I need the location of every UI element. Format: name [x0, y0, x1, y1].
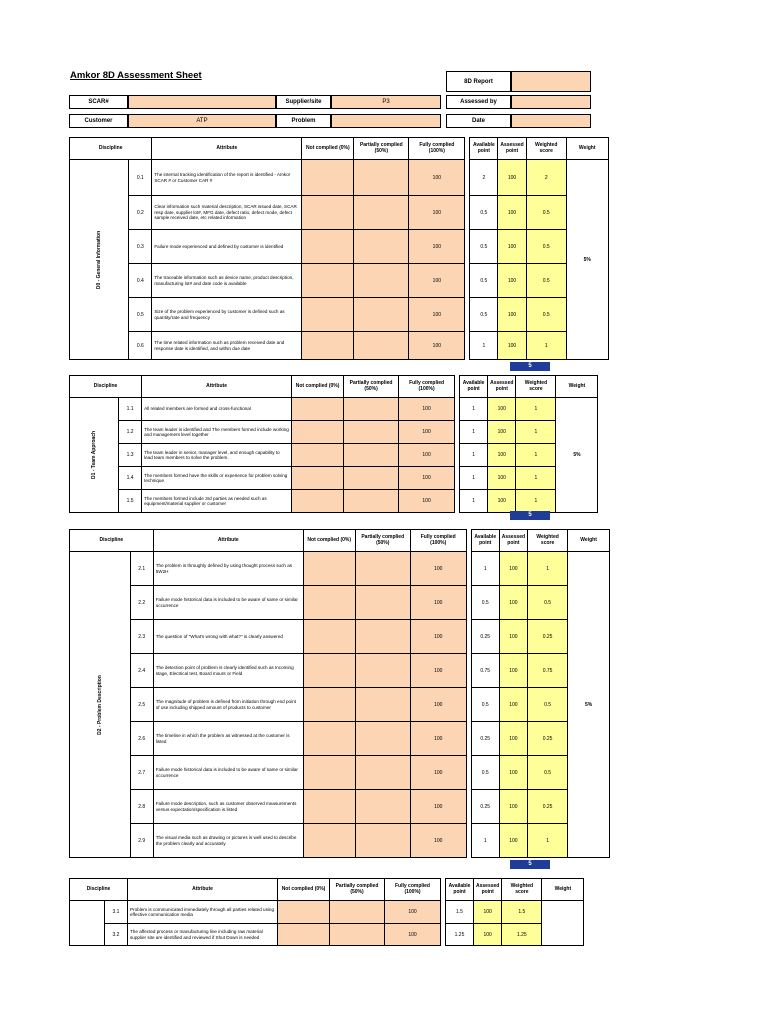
attribute-text: Size of the problem experienced by customer is defined such as quantity/rate and frequency — [152, 298, 302, 332]
not-complied-header: Not complied (0%) — [292, 376, 344, 398]
discipline-label — [70, 552, 131, 858]
weighted-score-cell: 0.5 — [528, 688, 568, 722]
available-point-header: Available point — [460, 376, 488, 398]
assessed-point-cell: 100 — [499, 688, 527, 722]
partially-complied-cell[interactable] — [354, 160, 409, 196]
supplier-field[interactable]: P3 — [331, 95, 441, 109]
available-point-cell: 1 — [460, 444, 488, 467]
attribute-text: Failure mode experienced and defined by customer is identified — [152, 230, 302, 264]
attribute-text: The team leader is identified and The members formed include working and management level together — [142, 421, 292, 444]
partially-complied-header: Partially complied (50%) — [354, 138, 409, 160]
fully-complied-cell[interactable]: 100 — [409, 160, 465, 196]
problem-field[interactable] — [331, 114, 441, 128]
fully-complied-cell[interactable]: 100 — [385, 924, 441, 946]
assessed-point-cell: 100 — [488, 467, 516, 490]
table-row — [70, 298, 609, 332]
problem-label: Problem — [276, 114, 331, 128]
discipline-label — [70, 160, 129, 360]
assessed-point-cell: 100 — [499, 620, 527, 654]
assessed-point-cell: 100 — [499, 790, 527, 824]
table-row — [70, 160, 609, 196]
attribute-text: The question of "What's wrong with what?" is clearly answered — [153, 620, 303, 654]
table-row — [70, 230, 609, 264]
not-complied-header: Not complied (0%) — [302, 138, 354, 160]
weighted-score-cell: 0.25 — [528, 620, 568, 654]
not-complied-cell[interactable] — [303, 722, 355, 756]
weighted-score-cell: 1 — [516, 467, 556, 490]
item-number: 1.1 — [119, 398, 142, 421]
weighted-score-cell: 0.5 — [526, 196, 566, 230]
table-row — [70, 901, 584, 924]
table-row — [70, 756, 610, 790]
attribute-text: The problem is throughly defined by using thought process such as 5W2H — [153, 552, 303, 586]
discipline-label — [70, 901, 105, 946]
weighted-score-cell: 1 — [516, 421, 556, 444]
item-number: 0.4 — [129, 264, 152, 298]
not-complied-header: Not complied (0%) — [278, 879, 330, 901]
item-number: 2.9 — [130, 824, 153, 858]
weight-header: Weight — [542, 879, 584, 901]
available-point-cell: 1.25 — [446, 924, 474, 946]
available-point-cell: 1 — [471, 552, 499, 586]
fully-complied-header: Fully complied (100%) — [410, 530, 466, 552]
partially-complied-cell[interactable] — [344, 490, 399, 513]
weighted-score-cell: 1 — [516, 490, 556, 513]
assessed-point-cell: 100 — [474, 901, 502, 924]
available-point-cell: 0.75 — [471, 654, 499, 688]
supplier-label: Supplier/site — [276, 95, 331, 109]
table-row — [70, 398, 598, 421]
assessed-point-cell: 100 — [488, 398, 516, 421]
attribute-text: Failure mode description, such as customer observed measurements versus expectation/specification is listed — [153, 790, 303, 824]
table-row — [70, 421, 598, 444]
item-number: 2.2 — [130, 586, 153, 620]
attribute-header: Attribute — [142, 376, 292, 398]
not-complied-cell[interactable] — [303, 688, 355, 722]
weighted-score-cell: 1 — [526, 332, 566, 360]
partially-complied-cell[interactable] — [355, 824, 410, 858]
assessed-point-cell: 100 — [499, 824, 527, 858]
weight-cell: 5% — [568, 552, 610, 858]
partially-complied-cell[interactable] — [344, 467, 399, 490]
fully-complied-cell[interactable]: 100 — [409, 264, 465, 298]
available-point-cell: 1.5 — [446, 901, 474, 924]
weighted-score-header: Weighted score — [502, 879, 542, 901]
fully-complied-cell[interactable]: 100 — [410, 824, 466, 858]
available-point-header: Available point — [471, 530, 499, 552]
available-point-cell: 1 — [470, 332, 498, 360]
date-label: Date — [446, 114, 511, 128]
available-point-cell: 2 — [470, 160, 498, 196]
weighted-score-cell: 1 — [528, 552, 568, 586]
scar-label: SCAR# — [69, 95, 128, 109]
table-row — [70, 586, 610, 620]
weight-cell — [542, 901, 584, 946]
not-complied-cell[interactable] — [303, 654, 355, 688]
assessed-point-cell: 100 — [488, 421, 516, 444]
weighted-score-cell: 0.25 — [528, 722, 568, 756]
available-point-cell: 0.5 — [470, 230, 498, 264]
item-number: 2.7 — [130, 756, 153, 790]
attribute-text: Clear information such material description, SCAR issued date, SCAR resp date, supplier lot#, MFG date, defect ratio, defect mode, defect sample received date, etc related information — [152, 196, 302, 230]
not-complied-cell[interactable] — [302, 264, 354, 298]
assessed-point-cell: 100 — [499, 552, 527, 586]
item-number: 1.3 — [119, 444, 142, 467]
item-number: 2.4 — [130, 654, 153, 688]
discipline-header: Discipline — [70, 376, 142, 398]
weighted-score-cell: 0.75 — [528, 654, 568, 688]
weight-cell: 5% — [566, 160, 608, 360]
fully-complied-cell[interactable]: 100 — [409, 332, 465, 360]
partially-complied-header: Partially complied (50%) — [355, 530, 410, 552]
not-complied-cell[interactable] — [303, 552, 355, 586]
fully-complied-cell[interactable]: 100 — [410, 688, 466, 722]
not-complied-cell[interactable] — [303, 620, 355, 654]
report-label: 8D Report — [446, 71, 511, 92]
attribute-header: Attribute — [128, 879, 278, 901]
fully-complied-cell[interactable]: 100 — [399, 398, 455, 421]
table-row — [70, 722, 610, 756]
available-point-cell: 0.25 — [471, 722, 499, 756]
available-point-cell: 1 — [471, 824, 499, 858]
assessed-point-cell: 100 — [499, 654, 527, 688]
available-point-cell: 0.5 — [471, 688, 499, 722]
fully-complied-cell[interactable]: 100 — [410, 722, 466, 756]
weighted-score-header: Weighted score — [526, 138, 566, 160]
not-complied-cell[interactable] — [292, 398, 344, 421]
assessment-table — [69, 375, 598, 513]
partially-complied-header: Partially complied (50%) — [344, 376, 399, 398]
assessment-table — [69, 529, 610, 858]
partially-complied-cell[interactable] — [330, 901, 385, 924]
not-complied-cell[interactable] — [278, 901, 330, 924]
attribute-text: The members formed include 3rd parties as needed such as equipment/material supplier or customer — [142, 490, 292, 513]
discipline-header: Discipline — [70, 530, 154, 552]
weighted-score-header: Weighted score — [528, 530, 568, 552]
assessed-point-cell: 100 — [499, 586, 527, 620]
partially-complied-header: Partially complied (50%) — [330, 879, 385, 901]
fully-complied-cell[interactable]: 100 — [409, 230, 465, 264]
fully-complied-cell[interactable]: 100 — [409, 298, 465, 332]
weighted-score-cell: 0.25 — [528, 790, 568, 824]
assessed-point-cell: 100 — [474, 924, 502, 946]
section-total-badge: 5 — [510, 860, 550, 869]
attribute-text: The team leader in senior, manager level, and enough capability to lead team members to solve the problem. — [142, 444, 292, 467]
item-number: 2.6 — [130, 722, 153, 756]
not-complied-cell[interactable] — [302, 332, 354, 360]
available-point-cell: 1 — [460, 490, 488, 513]
attribute-header: Attribute — [152, 138, 302, 160]
scar-field[interactable] — [128, 95, 276, 109]
table-row — [70, 790, 610, 824]
not-complied-cell[interactable] — [303, 824, 355, 858]
fully-complied-cell[interactable]: 100 — [399, 467, 455, 490]
assessed-point-cell: 100 — [498, 332, 526, 360]
fully-complied-cell[interactable]: 100 — [399, 421, 455, 444]
assessed-point-cell: 100 — [498, 230, 526, 264]
discipline-text: D2 - Problem Description — [96, 674, 103, 735]
attribute-header: Attribute — [153, 530, 303, 552]
customer-label: Customer — [69, 114, 128, 128]
fully-complied-cell[interactable]: 100 — [410, 790, 466, 824]
date-field[interactable] — [511, 114, 591, 128]
weight-header: Weight — [556, 376, 598, 398]
available-point-cell: 0.25 — [471, 620, 499, 654]
available-point-header: Available point — [446, 879, 474, 901]
weighted-score-cell: 0.5 — [528, 756, 568, 790]
discipline-label — [70, 398, 119, 513]
weighted-score-cell: 1.5 — [502, 901, 542, 924]
weighted-score-cell: 2 — [526, 160, 566, 196]
fully-complied-cell[interactable]: 100 — [385, 901, 441, 924]
fully-complied-cell[interactable]: 100 — [410, 654, 466, 688]
partially-complied-cell[interactable] — [354, 332, 409, 360]
available-point-cell: 0.5 — [471, 586, 499, 620]
partially-complied-cell[interactable] — [330, 924, 385, 946]
customer-field[interactable]: ATP — [128, 114, 276, 128]
fully-complied-header: Fully complied (100%) — [385, 879, 441, 901]
weighted-score-cell: 0.5 — [526, 298, 566, 332]
discipline-header: Discipline — [70, 138, 152, 160]
item-number: 1.2 — [119, 421, 142, 444]
assessed-field[interactable] — [511, 95, 591, 109]
not-complied-cell[interactable] — [302, 230, 354, 264]
partially-complied-cell[interactable] — [354, 298, 409, 332]
not-complied-cell[interactable] — [292, 467, 344, 490]
table-row — [70, 467, 598, 490]
assessment-table — [69, 878, 584, 946]
assessed-point-cell: 100 — [499, 756, 527, 790]
partially-complied-cell[interactable] — [354, 196, 409, 230]
partially-complied-cell[interactable] — [344, 421, 399, 444]
available-point-cell: 0.25 — [471, 790, 499, 824]
attribute-text: All related members are formed and cross-functional — [142, 398, 292, 421]
assessed-point-cell: 100 — [498, 196, 526, 230]
partially-complied-cell[interactable] — [354, 264, 409, 298]
item-number: 3.2 — [105, 924, 128, 946]
assessed-point-cell: 100 — [498, 264, 526, 298]
item-number: 0.5 — [129, 298, 152, 332]
not-complied-cell[interactable] — [303, 586, 355, 620]
available-point-cell: 1 — [460, 421, 488, 444]
partially-complied-cell[interactable] — [355, 654, 410, 688]
available-point-cell: 0.5 — [470, 264, 498, 298]
attribute-text: The affected process or manufacturing line including raw material supplier site are identified and reviewed if Shut Down is needed — [128, 924, 278, 946]
partially-complied-cell[interactable] — [355, 552, 410, 586]
assessed-point-header: Assessed point — [474, 879, 502, 901]
assessed-point-cell: 100 — [488, 490, 516, 513]
assessed-label: Assessed by — [446, 95, 511, 109]
assessed-point-cell: 100 — [498, 298, 526, 332]
partially-complied-cell[interactable] — [355, 688, 410, 722]
attribute-text: The internal tracking identification of the report is identified - Amkor SCAR # or Customer CAR # — [152, 160, 302, 196]
table-row — [70, 444, 598, 467]
weighted-score-cell: 0.5 — [526, 230, 566, 264]
weighted-score-cell: 0.5 — [526, 264, 566, 298]
not-complied-cell[interactable] — [292, 490, 344, 513]
not-complied-cell[interactable] — [303, 756, 355, 790]
table-row — [70, 196, 609, 230]
partially-complied-cell[interactable] — [355, 756, 410, 790]
weighted-score-cell: 1 — [516, 444, 556, 467]
partially-complied-cell[interactable] — [355, 586, 410, 620]
item-number: 1.4 — [119, 467, 142, 490]
partially-complied-cell[interactable] — [344, 398, 399, 421]
fully-complied-cell[interactable]: 100 — [410, 620, 466, 654]
not-complied-cell[interactable] — [302, 196, 354, 230]
item-number: 2.8 — [130, 790, 153, 824]
assessed-point-cell: 100 — [488, 444, 516, 467]
attribute-text: The time related information such as problem received date and response date is identified, and within due date — [152, 332, 302, 360]
not-complied-cell[interactable] — [302, 160, 354, 196]
attribute-text: The magnitude of problem is defined from initiation through end point of use including shipped amount of products to customer — [153, 688, 303, 722]
not-complied-cell[interactable] — [292, 421, 344, 444]
not-complied-header: Not complied (0%) — [303, 530, 355, 552]
weight-header: Weight — [568, 530, 610, 552]
partially-complied-cell[interactable] — [355, 722, 410, 756]
item-number: 0.6 — [129, 332, 152, 360]
item-number: 0.3 — [129, 230, 152, 264]
weight-header: Weight — [566, 138, 608, 160]
fully-complied-cell[interactable]: 100 — [410, 552, 466, 586]
table-row — [70, 688, 610, 722]
weight-cell: 5% — [556, 398, 598, 513]
available-point-cell: 0.5 — [470, 298, 498, 332]
fully-complied-header: Fully complied (100%) — [409, 138, 465, 160]
partially-complied-cell[interactable] — [355, 790, 410, 824]
discipline-header: Discipline — [70, 879, 128, 901]
not-complied-cell[interactable] — [302, 298, 354, 332]
fully-complied-header: Fully complied (100%) — [399, 376, 455, 398]
discipline-text: D0 - General Information — [96, 230, 103, 289]
assessed-point-header: Assessed point — [498, 138, 526, 160]
attribute-text: The detection point of problem is clearly identified such as Incoming stage, Electrical test, Board mount or Field — [153, 654, 303, 688]
not-complied-cell[interactable] — [278, 924, 330, 946]
table-row — [70, 332, 609, 360]
weighted-score-cell: 0.5 — [528, 586, 568, 620]
item-number: 1.5 — [119, 490, 142, 513]
available-point-cell: 0.5 — [471, 756, 499, 790]
weighted-score-cell: 1 — [516, 398, 556, 421]
attribute-text: The members formed have the skills or experience for problem solving technique — [142, 467, 292, 490]
item-number: 2.5 — [130, 688, 153, 722]
page-title: Amkor 8D Assessment Sheet — [70, 70, 202, 81]
assessed-point-cell: 100 — [498, 160, 526, 196]
partially-complied-cell[interactable] — [344, 444, 399, 467]
table-row — [70, 264, 609, 298]
discipline-text: D1 - Team Approach — [91, 430, 98, 480]
not-complied-cell[interactable] — [292, 444, 344, 467]
attribute-text: Failure mode historical data is included to be aware of same or similar occurrence — [153, 756, 303, 790]
table-row — [70, 620, 610, 654]
available-point-cell: 1 — [460, 467, 488, 490]
weighted-score-cell: 1.25 — [502, 924, 542, 946]
fully-complied-cell[interactable]: 100 — [410, 586, 466, 620]
fully-complied-cell[interactable]: 100 — [409, 196, 465, 230]
available-point-cell: 1 — [460, 398, 488, 421]
item-number: 3.1 — [105, 901, 128, 924]
attribute-text: The visual media such as drawing or pictures is well used to describe the problem clearly and accurately — [153, 824, 303, 858]
item-number: 0.1 — [129, 160, 152, 196]
item-number: 2.3 — [130, 620, 153, 654]
fully-complied-cell[interactable]: 100 — [399, 444, 455, 467]
table-row — [70, 824, 610, 858]
item-number: 2.1 — [130, 552, 153, 586]
table-row — [70, 924, 584, 946]
assessment-table — [69, 137, 609, 360]
partially-complied-cell[interactable] — [354, 230, 409, 264]
report-field[interactable] — [511, 71, 591, 92]
section-total-badge: 5 — [510, 362, 550, 371]
available-point-header: Available point — [470, 138, 498, 160]
attribute-text: The traceable information such as device name, product description, manufacturing lot# and date code is available — [152, 264, 302, 298]
section-total-badge: 5 — [510, 511, 550, 520]
not-complied-cell[interactable] — [303, 790, 355, 824]
attribute-text: Failure mode historical data is included to be aware of same or similar occurrence — [153, 586, 303, 620]
fully-complied-cell[interactable]: 100 — [399, 490, 455, 513]
partially-complied-cell[interactable] — [355, 620, 410, 654]
weighted-score-cell: 1 — [528, 824, 568, 858]
assessed-point-header: Assessed point — [488, 376, 516, 398]
table-row — [70, 490, 598, 513]
assessed-point-header: Assessed point — [499, 530, 527, 552]
weighted-score-header: Weighted score — [516, 376, 556, 398]
attribute-text: The timeline in which the problem as witnessed at the customer is listed — [153, 722, 303, 756]
fully-complied-cell[interactable]: 100 — [410, 756, 466, 790]
available-point-cell: 0.5 — [470, 196, 498, 230]
item-number: 0.2 — [129, 196, 152, 230]
table-row — [70, 654, 610, 688]
attribute-text: Problem is communicated immediately through all parties related using effective communication media — [128, 901, 278, 924]
table-row — [70, 552, 610, 586]
assessed-point-cell: 100 — [499, 722, 527, 756]
